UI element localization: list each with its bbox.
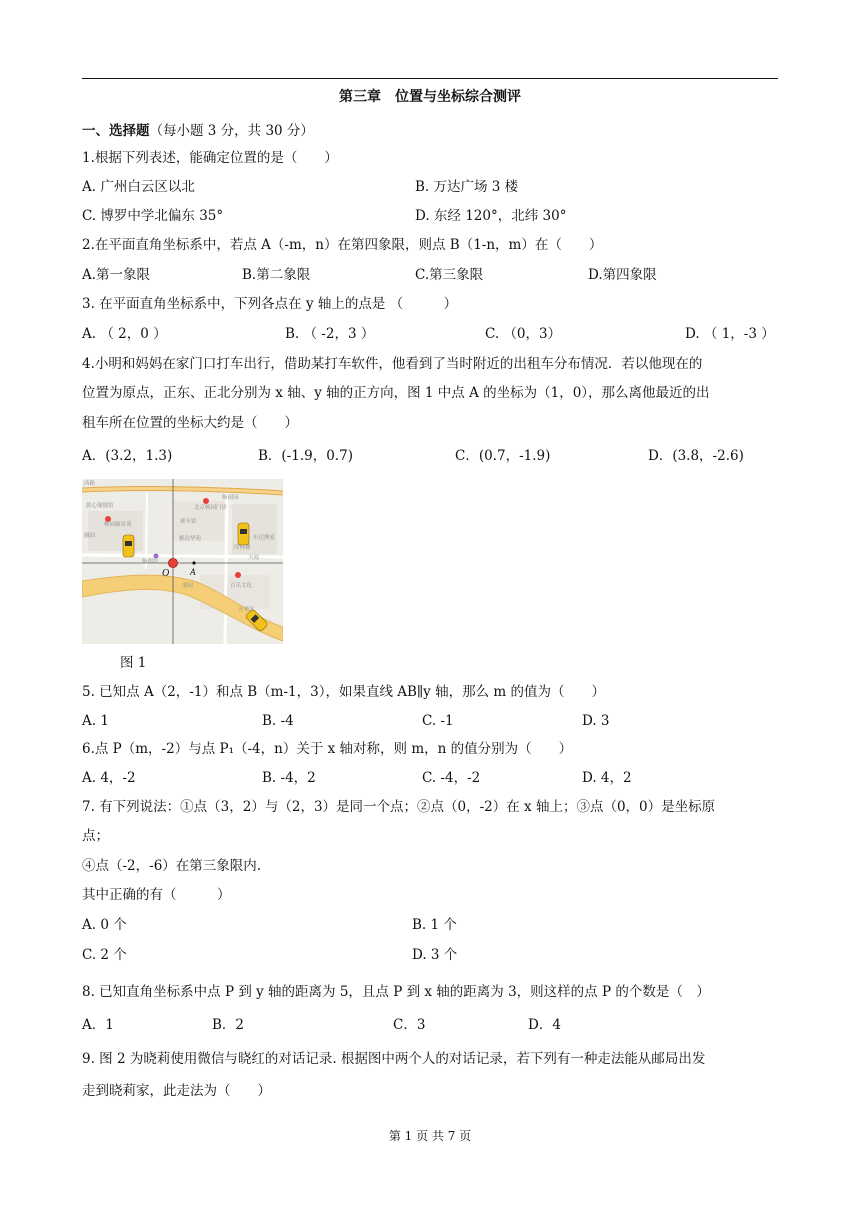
q1-option-d: D. 东经 120°，北纬 30°: [415, 208, 567, 224]
q8-option-b: B．2: [212, 1017, 245, 1033]
map-label: 赛车馆: [180, 519, 197, 525]
q4-line-3: 租车所在位置的坐标大约是（ ）: [82, 415, 298, 431]
q4-option-c: C．(0.7，-1.9): [455, 448, 551, 464]
map-label: 雅达华苑: [179, 536, 202, 542]
point-a-label: A: [190, 567, 196, 577]
q9-line-2: 走到晓莉家，此走法为（ ）: [82, 1083, 271, 1099]
figure-1-map: [82, 479, 283, 644]
q6-option-c: C. -4，-2: [422, 770, 481, 786]
q4-line-2: 位置为原点，正东、正北分别为 x 轴、y 轴的正方向，图 1 中点 A 的坐标为（1，0），那么离他最近的出: [82, 385, 710, 401]
q2-option-c: C.第三象限: [415, 267, 484, 283]
page-footer: 第 1 页 共 7 页: [388, 1129, 472, 1143]
map-label: 畅园颐景苑: [104, 522, 132, 528]
q2-option-d: D.第四象限: [588, 267, 657, 283]
q6-option-d: D. 4，2: [582, 770, 632, 786]
page-title: 第三章 位置与坐标综合测评: [339, 89, 521, 105]
map-label: 盛园: [182, 583, 194, 589]
map-street: [146, 493, 147, 569]
map-label: 百乐文化: [230, 583, 253, 589]
q4-line-1: 4.小明和妈妈在家门口打车出行，借助某打车软件，他看到了当时附近的出租车分布情况．若以他现在的: [82, 356, 703, 372]
q2-stem: 2.在平面直角坐标系中，若点 A（-m，n）在第四象限，则点 B（1-n，m）在（ ）: [82, 237, 603, 253]
origin-label: O: [162, 568, 170, 579]
map-label: 畅翔坊: [142, 559, 159, 565]
q8-option-a: A．1: [82, 1017, 114, 1033]
q7-option-c: C. 2 个: [82, 947, 127, 963]
map-label: 融园: [84, 533, 96, 539]
map-block: [88, 511, 143, 551]
q7-option-a: A. 0 个: [82, 917, 127, 933]
taxi-icon: [123, 535, 134, 557]
section-title: 一、选择题: [82, 123, 150, 139]
q7-option-d: D. 3 个: [412, 947, 458, 963]
header-rule: [82, 78, 778, 79]
q1-option-c: C. 博罗中学北偏东 35°: [82, 208, 224, 224]
q5-option-a: A. 1: [82, 713, 109, 729]
map-label: 西路: [84, 481, 96, 487]
poi-pin-icon: [235, 572, 241, 578]
q1-option-a: A. 广州白云区以北: [82, 179, 195, 195]
q4-option-b: B．(-1.9，0.7): [258, 448, 353, 464]
poi-pin-icon: [154, 554, 159, 559]
taxi-icon: [238, 523, 249, 545]
section-note: （每小题 3 分，共 30 分）: [149, 123, 314, 139]
map-label: 东达澳家: [253, 535, 276, 541]
q2-option-b: B.第二象限: [242, 267, 311, 283]
q2-option-a: A.第一象限: [82, 267, 151, 283]
section-heading: [82, 121, 314, 141]
map-label: 天福: [248, 555, 260, 561]
q1-option-b: B. 万达广场 3 楼: [415, 179, 519, 195]
map-label: 畅园园: [222, 495, 239, 501]
poi-pin-icon: [203, 498, 209, 504]
q5-option-d: D. 3: [582, 713, 610, 729]
q6-option-b: B. -4，2: [262, 770, 316, 786]
map-street: [225, 493, 227, 644]
q7-line-2: 点；: [82, 828, 109, 844]
q6-option-a: A. 4，-2: [82, 770, 136, 786]
q3-option-d: D. （ 1，-3 ）: [685, 326, 775, 342]
q7-line-1: 7. 有下列说法：①点（3，2）与（2，3）是同一个点；②点（0，-2）在 x 轴上；③点（0，0）是坐标原: [82, 799, 716, 815]
q5-option-c: C. -1: [422, 713, 454, 729]
q8-option-c: C．3: [393, 1017, 426, 1033]
q3-option-c: C. （0，3）: [485, 326, 562, 342]
q7-line-4: 其中正确的有（ ）: [82, 887, 231, 903]
figure-1-caption: 图 1: [120, 655, 147, 671]
q3-option-b: B. （ -2，3 ）: [285, 326, 375, 342]
map-label: 五华区: [238, 607, 255, 613]
q8-option-d: D．4: [528, 1017, 561, 1033]
q8-stem: 8. 已知直角坐标系中点 P 到 y 轴的距离为 5，且点 P 到 x 轴的距离为 3，则这样的点 P 的个数是（ ）: [82, 984, 710, 1000]
map-label: 北京畅园门诊: [194, 505, 228, 511]
q5-option-b: B. -4: [262, 713, 294, 729]
map-label: 源心瑜伽馆: [86, 503, 114, 509]
q1-stem: 1.根据下列表述，能确定位置的是（ ）: [82, 150, 338, 166]
q5-stem: 5. 已知点 A（2，-1）和点 B（m-1，3），如果直线 AB∥y 轴，那么 m 的值为（ ）: [82, 684, 605, 700]
q4-option-d: D．(3.8，-2.6): [648, 448, 744, 464]
current-location-icon: [169, 559, 178, 568]
q4-option-a: A．(3.2，1.3): [82, 448, 173, 464]
q7-line-3: ④点（-2，-6）在第三象限内.: [82, 858, 262, 874]
map-label: 印林楼: [234, 545, 251, 551]
q3-option-a: A. （ 2，0 ）: [82, 326, 167, 342]
point-a-marker: [192, 561, 195, 564]
q3-stem: 3. 在平面直角坐标系中，下列各点在 y 轴上的点是 （ ）: [82, 296, 458, 312]
q6-stem: 6.点 P（m，-2）与点 P₁（-4，n）关于 x 轴对称，则 m，n 的值分别为（ ）: [82, 741, 573, 757]
q9-line-1: 9. 图 2 为晓莉使用微信与晓红的对话记录. 根据图中两个人的对话记录，若下列有一种走法能从邮局出发: [82, 1051, 706, 1067]
q7-option-b: B. 1 个: [412, 917, 457, 933]
